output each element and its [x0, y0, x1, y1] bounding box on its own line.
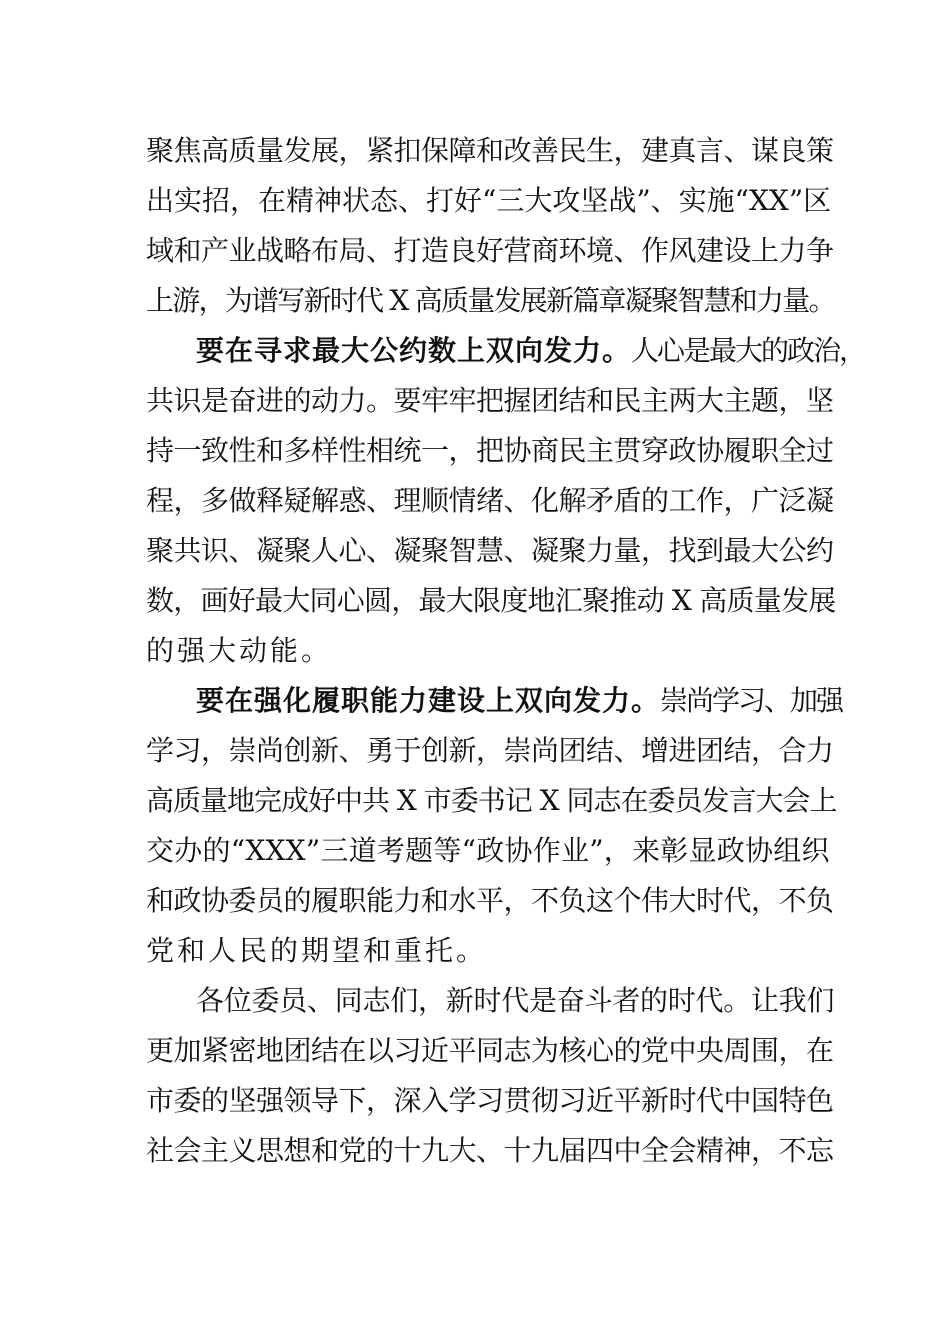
paragraph-4-line-1: 各位委员、同志们，新时代是奋斗者的时代。让我们 — [196, 984, 835, 1017]
document-body — [146, 126, 866, 1176]
paragraph-1-line-2: 出实招，在精神状态、打好“三大攻坚战”、实施“XX”区 — [146, 184, 832, 217]
paragraph-4-line-2: 更加紧密地团结在以习近平同志为核心的党中央周围，在 — [146, 1034, 834, 1067]
paragraph-3-line-4: 交办的“XXX”三道考题等“政协作业”，来彰显政协组织 — [146, 834, 830, 867]
paragraph-2-line-4: 程，多做释疑解惑、理顺情绪、化解矛盾的工作，广泛凝 — [146, 484, 834, 517]
paragraph-2-line-7: 的强大动能。 — [146, 634, 333, 667]
paragraph-2-line-2: 共识是奋进的动力。要牢牢把握团结和民主两大主题，坚 — [146, 384, 834, 417]
paragraph-2-line-5: 聚共识、凝聚人心、凝聚智慧、凝聚力量，找到最大公约 — [146, 534, 834, 567]
paragraph-4-line-4: 社会主义思想和党的十九大、十九届四中全会精神，不忘 — [146, 1134, 834, 1167]
paragraph-3-heading: 要在强化履职能力建设上双向发力。 — [196, 684, 661, 717]
paragraph-2-line-1 — [146, 326, 866, 376]
paragraph-1-line-4: 上游，为谱写新时代 X 高质量发展新篇章凝聚智慧和力量。 — [146, 284, 835, 317]
paragraph-2-first-line-text: 人心是最大的政治， — [631, 334, 866, 367]
paragraph-2-line-3: 持一致性和多样性相统一，把协商民主贯穿政协履职全过 — [146, 434, 834, 467]
paragraph-4-line-3: 市委的坚强领导下，深入学习贯彻习近平新时代中国特色 — [146, 1084, 834, 1117]
paragraph-3-line-6: 党和人民的期望和重托。 — [146, 934, 488, 967]
paragraph-3-line-5: 和政协委员的履职能力和水平，不负这个伟大时代，不负 — [146, 884, 834, 917]
paragraph-2-line-6: 数，画好最大同心圆，最大限度地汇聚推动 X 高质量发展 — [146, 584, 836, 617]
paragraph-3-line-3: 高质量地完成好中共 X 市委书记 X 同志在委员发言大会上 — [146, 784, 837, 817]
paragraph-1-line-1: 聚焦高质量发展，紧扣保障和改善民生，建真言、谋良策 — [146, 134, 834, 167]
paragraph-3-first-line-text: 崇尚学习、加强 — [660, 684, 843, 717]
paragraph-1-line-3: 域和产业战略布局、打造良好营商环境、作风建设上力争 — [146, 234, 834, 267]
paragraph-3-line-2: 学习，崇尚创新、勇于创新，崇尚团结、增进团结，合力 — [146, 734, 834, 767]
paragraph-2-heading: 要在寻求最大公约数上双向发力。 — [196, 334, 632, 367]
paragraph-3-line-1 — [146, 676, 843, 726]
